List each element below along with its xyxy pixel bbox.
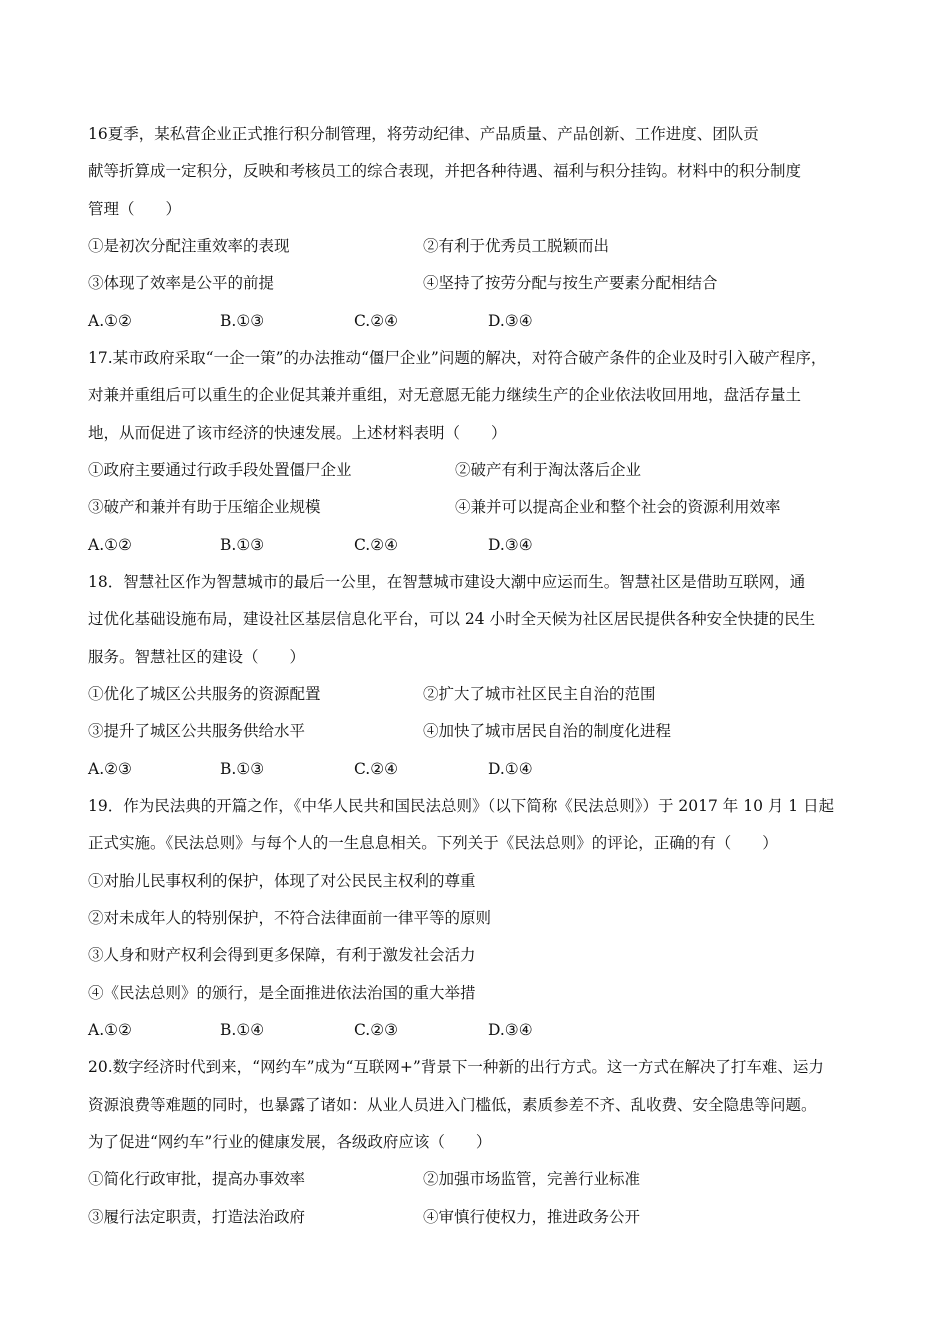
q18-option-d[interactable]: D.①④ <box>488 760 533 778</box>
q17-option-a[interactable]: A.①② <box>88 536 132 554</box>
q20-item-row-2 <box>88 1207 641 1227</box>
q17-stem-line-2: 对兼并重组后可以重生的企业促其兼并重组，对无意愿无能力继续生产的企业依法收回用地，盘活存量土 <box>88 386 802 404</box>
q17-option-b[interactable]: B.①③ <box>220 536 265 554</box>
q18-option-b[interactable]: B.①③ <box>220 760 265 778</box>
q18-stem-line-2: 过优化基础设施布局，建设社区基层信息化平台，可以 24 小时全天候为社区居民提供各种安全快捷的民生 <box>88 610 816 628</box>
q17-stem-line-1: 17.某市政府采取“一企一策”的办法推动“僵尸企业”问题的解决，对符合破产条件的企业及时引入破产程序， <box>88 349 827 367</box>
q19-stem-line-1: 19．作为民法典的开篇之作，《中华人民共和国民法总则》（以下简称《民法总则》）于 2017 年 10 月 1 日起 <box>88 797 835 815</box>
q16-stem-line-1: 16夏季，某私营企业正式推行积分制管理，将劳动纪律、产品质量、产品创新、工作进度、团队贡 <box>88 125 759 143</box>
q16-option-d[interactable]: D.③④ <box>488 312 533 330</box>
q18-item-3: ③提升了城区公共服务供给水平 <box>88 722 306 740</box>
q16-option-a[interactable]: A.①② <box>88 312 132 330</box>
q17-item-3: ③破产和兼并有助于压缩企业规模 <box>88 498 321 516</box>
q17-item-row-2 <box>88 497 781 517</box>
q16-stem-line-3: 管理（ ） <box>88 200 182 218</box>
q17-option-d[interactable]: D.③④ <box>488 536 533 554</box>
q18-stem-line-1: 18．智慧社区作为智慧城市的最后一公里，在智慧城市建设大潮中应运而生。智慧社区是借助互联网，通 <box>88 573 806 591</box>
q17-option-c[interactable]: C.②④ <box>354 536 399 554</box>
q18-item-1: ①优化了城区公共服务的资源配置 <box>88 685 321 703</box>
q17-item-2: ②破产有利于淘汰落后企业 <box>455 461 642 479</box>
q16-stem-line-2: 献等折算成一定积分，反映和考核员工的综合表现，并把各种待遇、福利与积分挂钩。材料中的积分制度 <box>88 162 802 180</box>
q17-item-row-1 <box>88 460 642 480</box>
q19-item-2: ②对未成年人的特别保护，不符合法律面前一律平等的原则 <box>88 909 492 927</box>
q16-item-2: ②有利于优秀员工脱颖而出 <box>423 237 610 255</box>
q19-stem-line-2: 正式实施。《民法总则》与每个人的一生息息相关。下列关于《民法总则》的评论，正确的有（ ） <box>88 834 778 852</box>
q18-option-a[interactable]: A.②③ <box>88 760 132 778</box>
q18-option-c[interactable]: C.②④ <box>354 760 399 778</box>
q16-item-1: ①是初次分配注重效率的表现 <box>88 237 290 255</box>
q16-option-b[interactable]: B.①③ <box>220 312 265 330</box>
q19-option-b[interactable]: B.①④ <box>220 1021 265 1039</box>
q19-item-3: ③人身和财产权利会得到更多保障，有利于激发社会活力 <box>88 946 476 964</box>
q20-item-1: ①简化行政审批，提高办事效率 <box>88 1170 306 1188</box>
q20-item-4: ④审慎行使权力，推进政务公开 <box>423 1208 641 1226</box>
q20-stem-line-1: 20.数字经济时代到来，“网约车”成为“互联网+”背景下一种新的出行方式。这一方式在解决了打车难、运力 <box>88 1058 824 1076</box>
q20-item-2: ②加强市场监管，完善行业标准 <box>423 1170 641 1188</box>
q20-stem-line-2: 资源浪费等难题的同时，也暴露了诸如：从业人员进入门槛低，素质参差不齐、乱收费、安全隐患等问题。 <box>88 1096 817 1114</box>
q19-item-4: ④《民法总则》的颁行，是全面推进依法治国的重大举措 <box>88 984 476 1002</box>
q17-stem-line-3: 地，从而促进了该市经济的快速发展。上述材料表明（ ） <box>88 424 507 442</box>
q20-item-3: ③履行法定职责，打造法治政府 <box>88 1208 306 1226</box>
q16-option-c[interactable]: C.②④ <box>354 312 399 330</box>
q18-item-row-2 <box>88 721 672 741</box>
q19-option-c[interactable]: C.②③ <box>354 1021 399 1039</box>
q18-item-row-1 <box>88 684 656 704</box>
q16-item-row-2 <box>88 273 718 293</box>
q18-item-2: ②扩大了城市社区民主自治的范围 <box>423 685 656 703</box>
q20-item-row-1 <box>88 1169 641 1189</box>
q19-item-1: ①对胎儿民事权利的保护，体现了对公民民主权利的尊重 <box>88 872 476 890</box>
q18-item-4: ④加快了城市居民自治的制度化进程 <box>423 722 672 740</box>
q18-stem-line-3: 服务。智慧社区的建设（ ） <box>88 648 306 666</box>
q16-item-row-1 <box>88 236 610 256</box>
q16-item-4: ④坚持了按劳分配与按生产要素分配相结合 <box>423 274 718 292</box>
q19-option-d[interactable]: D.③④ <box>488 1021 533 1039</box>
q17-item-1: ①政府主要通过行政手段处置僵尸企业 <box>88 461 352 479</box>
q20-stem-line-3: 为了促进“网约车”行业的健康发展，各级政府应该（ ） <box>88 1133 492 1151</box>
q16-item-3: ③体现了效率是公平的前提 <box>88 274 275 292</box>
q17-item-4: ④兼并可以提高企业和整个社会的资源利用效率 <box>455 498 781 516</box>
q19-option-a[interactable]: A.①② <box>88 1021 132 1039</box>
